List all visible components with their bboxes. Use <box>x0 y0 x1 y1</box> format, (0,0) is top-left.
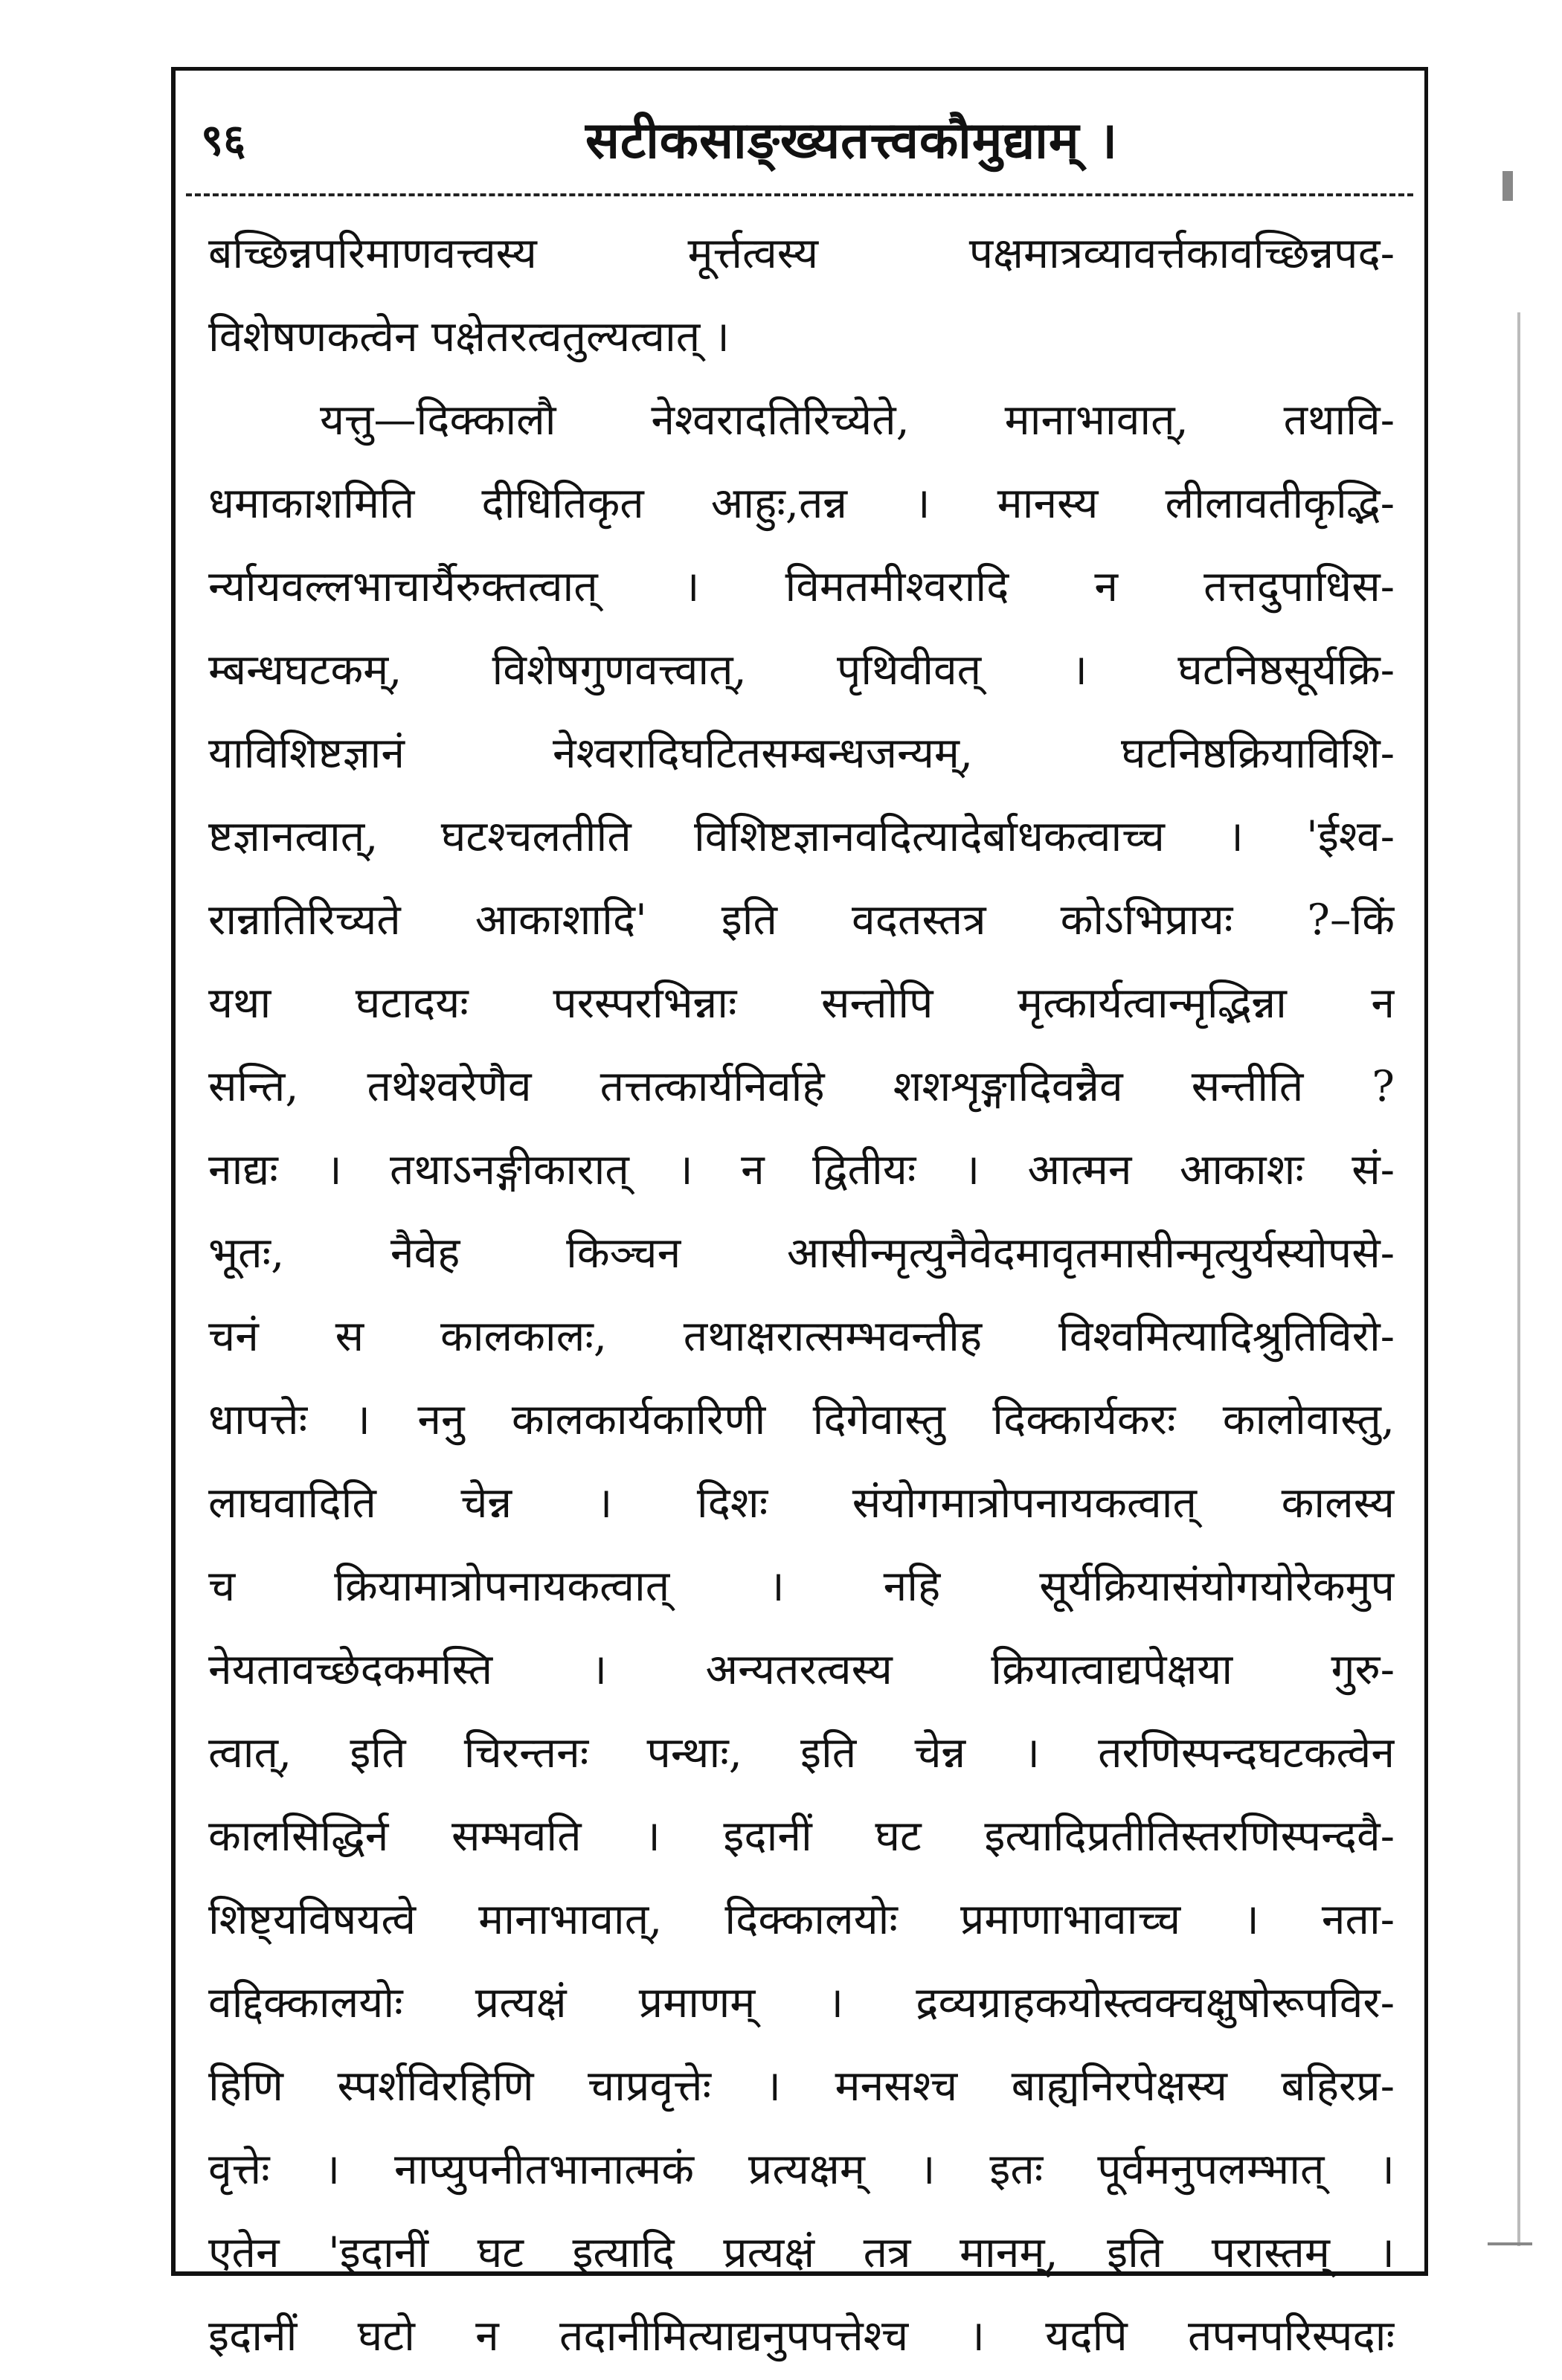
text-line-2: विशेषणकत्वेन पक्षेतरत्वतुल्यत्वात् । <box>208 312 730 361</box>
text-line-13: भूतः, नैवेह किञ्चन आसीन्मृत्युनैवेदमावृतमासीन्मृत्युर्यस्योपसे- <box>208 1229 1395 1278</box>
text-line-20: कालसिद्धिर्न सम्भवति । इदानीं घट इत्यादिप्रतीतिस्तरणिस्पन्दवै- <box>208 1812 1395 1861</box>
text-line-19: त्वात्, इति चिरन्तनः पन्थाः, इति चेन्न । तरणिस्पन्दघटकत्वेन <box>208 1728 1395 1778</box>
text-line-4: धमाकाशमिति दीधितिकृत आहुः,तन्न । मानस्य लीलावतीकृद्भि- <box>208 479 1395 528</box>
text-line-14: चनं स कालकालः, तथाक्षरात्सम्भवन्तीह विश्वमित्यादिश्रुतिविरो- <box>208 1312 1395 1361</box>
frame-right-rule <box>1424 67 1428 2276</box>
margin-rule <box>1517 312 1520 2246</box>
text-line-16: लाघवादिति चेन्न । दिशः संयोगमात्रोपनायकत्वात् कालस्य <box>208 1479 1395 1528</box>
page-number: ९६ <box>201 114 246 165</box>
frame-top-rule <box>171 67 1428 71</box>
text-line-26: इदानीं घटो न तदानीमित्याद्यनुपपत्तेश्च । यदपि तपनपरिस्पदाः <box>208 2312 1395 2361</box>
text-line-12: नाद्यः । तथाऽनङ्गीकारात् । न द्वितीयः । आत्मन आकाशः सं- <box>208 1145 1395 1194</box>
text-line-11: सन्ति, तथेश्वरेणैव तत्तत्कार्यनिर्वाहे शशशृङ्गादिवन्नैव सन्तीति ? <box>208 1062 1395 1111</box>
text-line-5: र्न्यायवल्लभाचार्यैरुक्तत्वात् । विमतमीश्वरादि न तत्तदुपाधिस- <box>208 562 1395 611</box>
text-line-25: एतेन 'इदानीं घट इत्यादि प्रत्यक्षं तत्र मानम्, इति परास्तम् । <box>208 2228 1395 2277</box>
text-line-22: वद्दिक्कालयोः प्रत्यक्षं प्रमाणम् । द्रव्यग्राहकयोस्त्वक्चक्षुषोरूपविर- <box>208 1978 1395 2027</box>
margin-foot-mark <box>1488 2242 1532 2245</box>
text-line-10: यथा घटादयः परस्परभिन्नाः सन्तोपि मृत्कार्यत्वान्मृद्भिन्ना न <box>208 979 1395 1028</box>
text-line-7: याविशिष्टज्ञानं नेश्वरादिघटितसम्बन्धजन्यम्, घटनिष्ठक्रियाविशि- <box>208 729 1395 778</box>
text-line-18: नेयतावच्छेदकमस्ति । अन्यतरत्वस्य क्रियात्वाद्यपेक्षया गुरु- <box>208 1645 1395 1694</box>
running-head: सटीकसाङ्ख्यतत्त्वकौमुद्याम् । <box>585 110 1119 170</box>
header-divider <box>186 193 1413 196</box>
body-text <box>208 212 1395 2361</box>
page-frame <box>171 67 1428 2361</box>
text-line-15: धापत्तेः । ननु कालकार्यकारिणी दिगेवास्तु दिक्कार्यकरः कालोवास्तु, <box>208 1395 1395 1444</box>
text-line-17: च क्रियामात्रोपनायकत्वात् । नहि सूर्यक्रियासंयोगयोरेकमुप <box>208 1562 1395 1611</box>
text-line-3: यत्तु—दिक्कालौ नेश्वरादतिरिच्येते, मानाभावात्, तथावि- <box>320 396 1395 445</box>
margin-mark <box>1502 171 1513 201</box>
text-line-6: म्बन्धघटकम्, विशेषगुणवत्त्वात्, पृथिवीवत् । घटनिष्ठसूर्यक्रि- <box>208 646 1395 695</box>
frame-left-rule <box>171 67 176 2276</box>
text-line-1: बच्छिन्नपरिमाणवत्त्वस्य मूर्त्तत्वस्य पक्षमात्रव्यावर्त्तकावच्छिन्नपद- <box>208 229 1395 278</box>
text-line-8: ष्टज्ञानत्वात्, घटश्चलतीति विशिष्टज्ञानवदित्यादेर्बाधकत्वाच्च । 'ईश्व- <box>208 812 1395 861</box>
text-line-9: रान्नातिरिच्यते आकाशादि' इति वदतस्तत्र कोऽभिप्रायः ?–किं <box>208 895 1395 945</box>
text-line-23: हिणि स्पर्शविरहिणि चाप्रवृत्तेः । मनसश्च बाह्यनिरपेक्षस्य बहिरप्र- <box>208 2062 1395 2111</box>
text-line-21: शिष्ट्यविषयत्वे मानाभावात्, दिक्कालयोः प्रमाणाभावाच्च । नता- <box>208 1895 1395 1944</box>
page-header <box>201 89 1398 186</box>
text-line-24: वृत्तेः । नाप्युपनीतभानात्मकं प्रत्यक्षम् । इतः पूर्वमनुपलम्भात् । <box>208 2145 1395 2194</box>
